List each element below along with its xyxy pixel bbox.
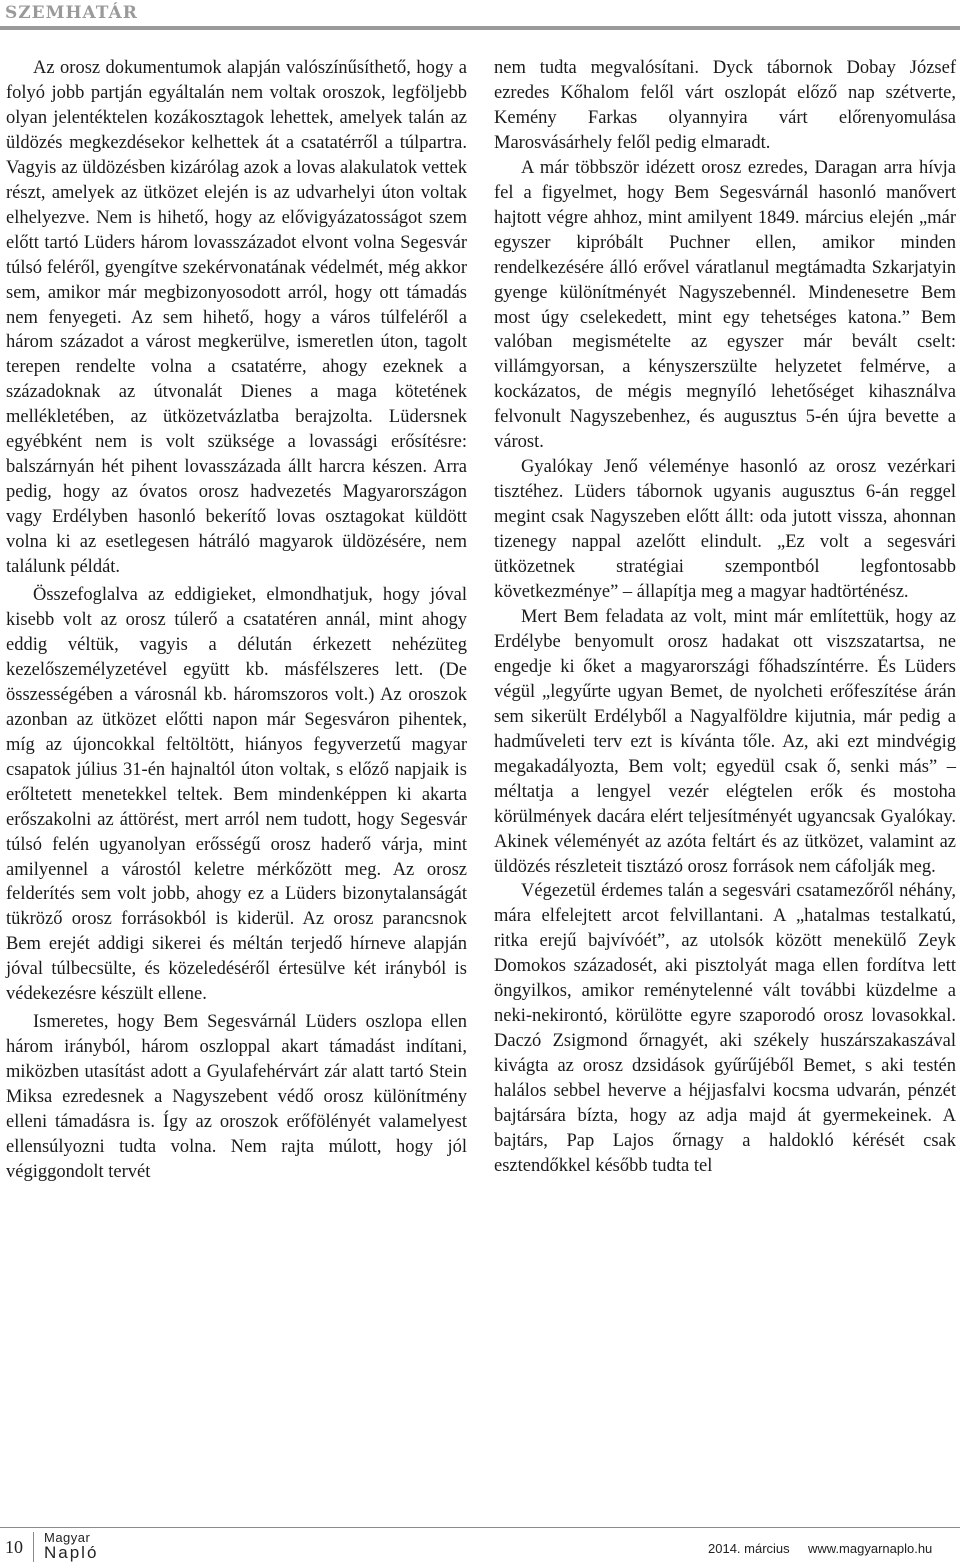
page-number: 10 <box>5 1537 23 1557</box>
logo-line-1: Magyar <box>44 1530 91 1545</box>
paragraph: Összefoglalva az eddigieket, elmondhatjuk, hogy jóval kisebb volt az orosz túlerő a csatatéren annál, mint ahogy eddig véltük, vagyis a délután érkezett nehézüteg kezelőszemélyzetével együtt kb. másfélszeres lett. (De összességében a városnál kb. háromszoros volt.) Az oroszok azonban az ütközet előtti napon már Segesváron pihentek, míg az újoncokkal feltöltött, hiányos fegyverzetű magyar csapatok július 31-én hajnaltól úton voltak, s előző napjaik is erőltetett menetekkel teltek. Bem mindenképpen ki akarta erőszakolni az áttörést, mert arról nem tudott, hogy Segesvár túlsó felén ugyanolyan erősségű orosz haderő várja, mint amilyennel a várostól keletre mérkőzött meg. Az orosz felderítés sem volt jobb, ahogy ez a Lüders bizonytalanságát tükröző orosz forrásokból is kiderül. Az orosz parancsnok Bem erejét addigi sikerei és méltán terjedő hírneve alapján jóval túlbecsülte, és közeledéséről értesülve két irányból is védekezésre készült ellene. <box>6 585 467 1005</box>
paragraph: Mert Bem feladata az volt, mint már említettük, hogy az Erdélybe benyomult orosz hadakat ott viszszatartsa, ne engedje ki őket a magyarországi főhadszíntérre. És Lüders végül „legyűrte ugyan Bemet, de nyolcheti erőfeszítése árán sem sikerült Erdélyből a Nagyalföldre kijutnia, már pedig a hadműveleti terv ezt is kívánta tőle. Az, aki ezt mindvégig megakadályozta, Bem volt; egyedül csak ő, senki más” – méltatja a lengyel vezér elégtelen erők és mostoha körülmények dacára elért teljesítményét ugyancsak Gyalókay. Akinek véleményét az azóta feltárt és az ütközet, valamint az üldözés részleteit tisztázó orosz források nem cáfolják meg. <box>494 606 956 877</box>
footer-rule <box>0 1527 960 1528</box>
paragraph: nem tudta megvalósítani. Dyck tábornok Dobay József ezredes Kőhalom felől várt oszlopát előző nap szétverte, Kemény Farkas olyannyira várt előrenyomulása Marosvásárhely felől pedig elmaradt. <box>494 58 956 153</box>
paragraph: Az orosz dokumentumok alapján valószínűsíthető, hogy a folyó jobb partján egyáltalán nem voltak oroszok, legföljebb olyan jelentéktelen kozákosztagok lehettek, amelyek talán az üldözés megkezdésekor kelhettek át a csatatérről a túlpartra. Vagyis az üldözésben kizárólag azok a lovas alakulatok vettek részt, amelyek az ütközet elején is az udvarhelyi úton voltak elhelyezve. Nem is hihető, hogy az elővigyázatosságot szem előtt tartó Lüders három lovasszázadot elvont volna Segesvár túlsó feléről, gyengítve szekérvonatának védelmét, még akkor sem, amikor már megbizonyosodott arról, hogy ott támadás nem fenyegeti. Az sem hihető, hogy a város túlfeléről a három századot a várost megkerülve, ismeretlen úton, tagolt terepen rendelte volna a csatatérre, ahogy ezeknek a századoknak az útvonalát Dienes a maga kötetének mellékletében, az ütközetvázlatba berajzolta. Lüdersnek egyébként nem is volt szüksége a lovassági erősítésre: balszárnyán hét pihent lovasszázada állt harcra készen. Arra pedig, hogy az óvatos orosz hadvezetés Magyarországon vagy Erdélyben hasonló bekerítő lovas osztagokat küldött volna ki az esetlegesen hátráló magyarok üldözésére, nem találunk példát. <box>6 58 467 578</box>
section-label: SZEMHATÁR <box>5 3 138 23</box>
right-column <box>494 56 956 1179</box>
paragraph: Végezetül érdemes talán a segesvári csatamezőről néhány, mára elfelejtett arcot felvillantani. A „hatalmas testalkatú, ritka erejű bajvívóét”, az utolsók között menekülő Zeyk Domokos századosét, aki pisztolyát maga ellen fordítva lett öngyilkos, amikor reménytelenné vált további küzdelme a neki-nekirontó, körülötte egyre szaporodó orosz lovasokkal. Daczó Zsigmond őrnagyét, aki székely huszárszakaszával kivágta az orosz dzsidások gyűrűjéből Bemet, s aki testén halálos sebbel heverve a héjjasfalvi kocsma udvarán, pénzét bajtársára bízta, hogy az adja majd át gyermekeinek. A bajtárs, Pap Lajos őrnagy a haldokló kérését csak esztendőkkel később tudta tel <box>494 881 956 1176</box>
magazine-logo <box>44 1530 98 1560</box>
logo-line-2: Napló <box>44 1543 99 1562</box>
paragraph: Ismeretes, hogy Bem Segesvárnál Lüders oszlopa ellen három irányból, három oszloppal akart támadást indítani, miközben utasítást adott a Gyulafehérvárt zár alatt tartó Stein Miksa ezredesnek a Nagyszebent védő orosz különítmény elleni támadásra is. Így az oroszok erőfölényét valamelyest ellensúlyozni tudta volna. Nem rajta múlott, hogy jól végiggondolt tervét <box>6 1012 467 1182</box>
top-rule <box>0 26 960 30</box>
issue-date: 2014. március <box>708 1541 790 1556</box>
website-link[interactable]: www.magyarnaplo.hu <box>808 1541 933 1556</box>
left-column <box>6 56 467 1185</box>
footer-divider <box>33 1532 34 1562</box>
paragraph: Gyalókay Jenő véleménye hasonló az orosz vezérkari tisztéhez. Lüders tábornok ugyanis augusztus 6-án reggel megint csak Nagyszeben előtt állt: oda jutott vissza, ahonnan tizenegy nappal azelőtt elindult. „Ez volt a segesvári ütközetnek stratégiai szempontból legfontosabb következménye” – állapítja meg a magyar hadtörténész. <box>494 457 956 603</box>
paragraph: A már többször idézett orosz ezredes, Daragan arra hívja fel a figyelmet, hogy Bem Segesvárnál hasonló manővert hajtott végre ahhoz, mint amilyent 1849. március elején „már egyszer kipróbált Puchner ellen, amikor minden rendelkezésére álló erővel váratlanul megtámadta Szkarjatyin gyenge különítményét Nagyszebennél. Mindenesetre Bem most úgy cselekedett, mint egy tehetséges katona.” Bem valóban megismételte az egyszer már bevált cselt: villámgyorsan, a kényszerszülte helyzetet felmérve, a kockázatos, de mégis megnyíló lehetőséget kihasználva felvonult Nagyszebenhez, és augusztus 5-én újra bevette a várost. <box>494 157 956 453</box>
